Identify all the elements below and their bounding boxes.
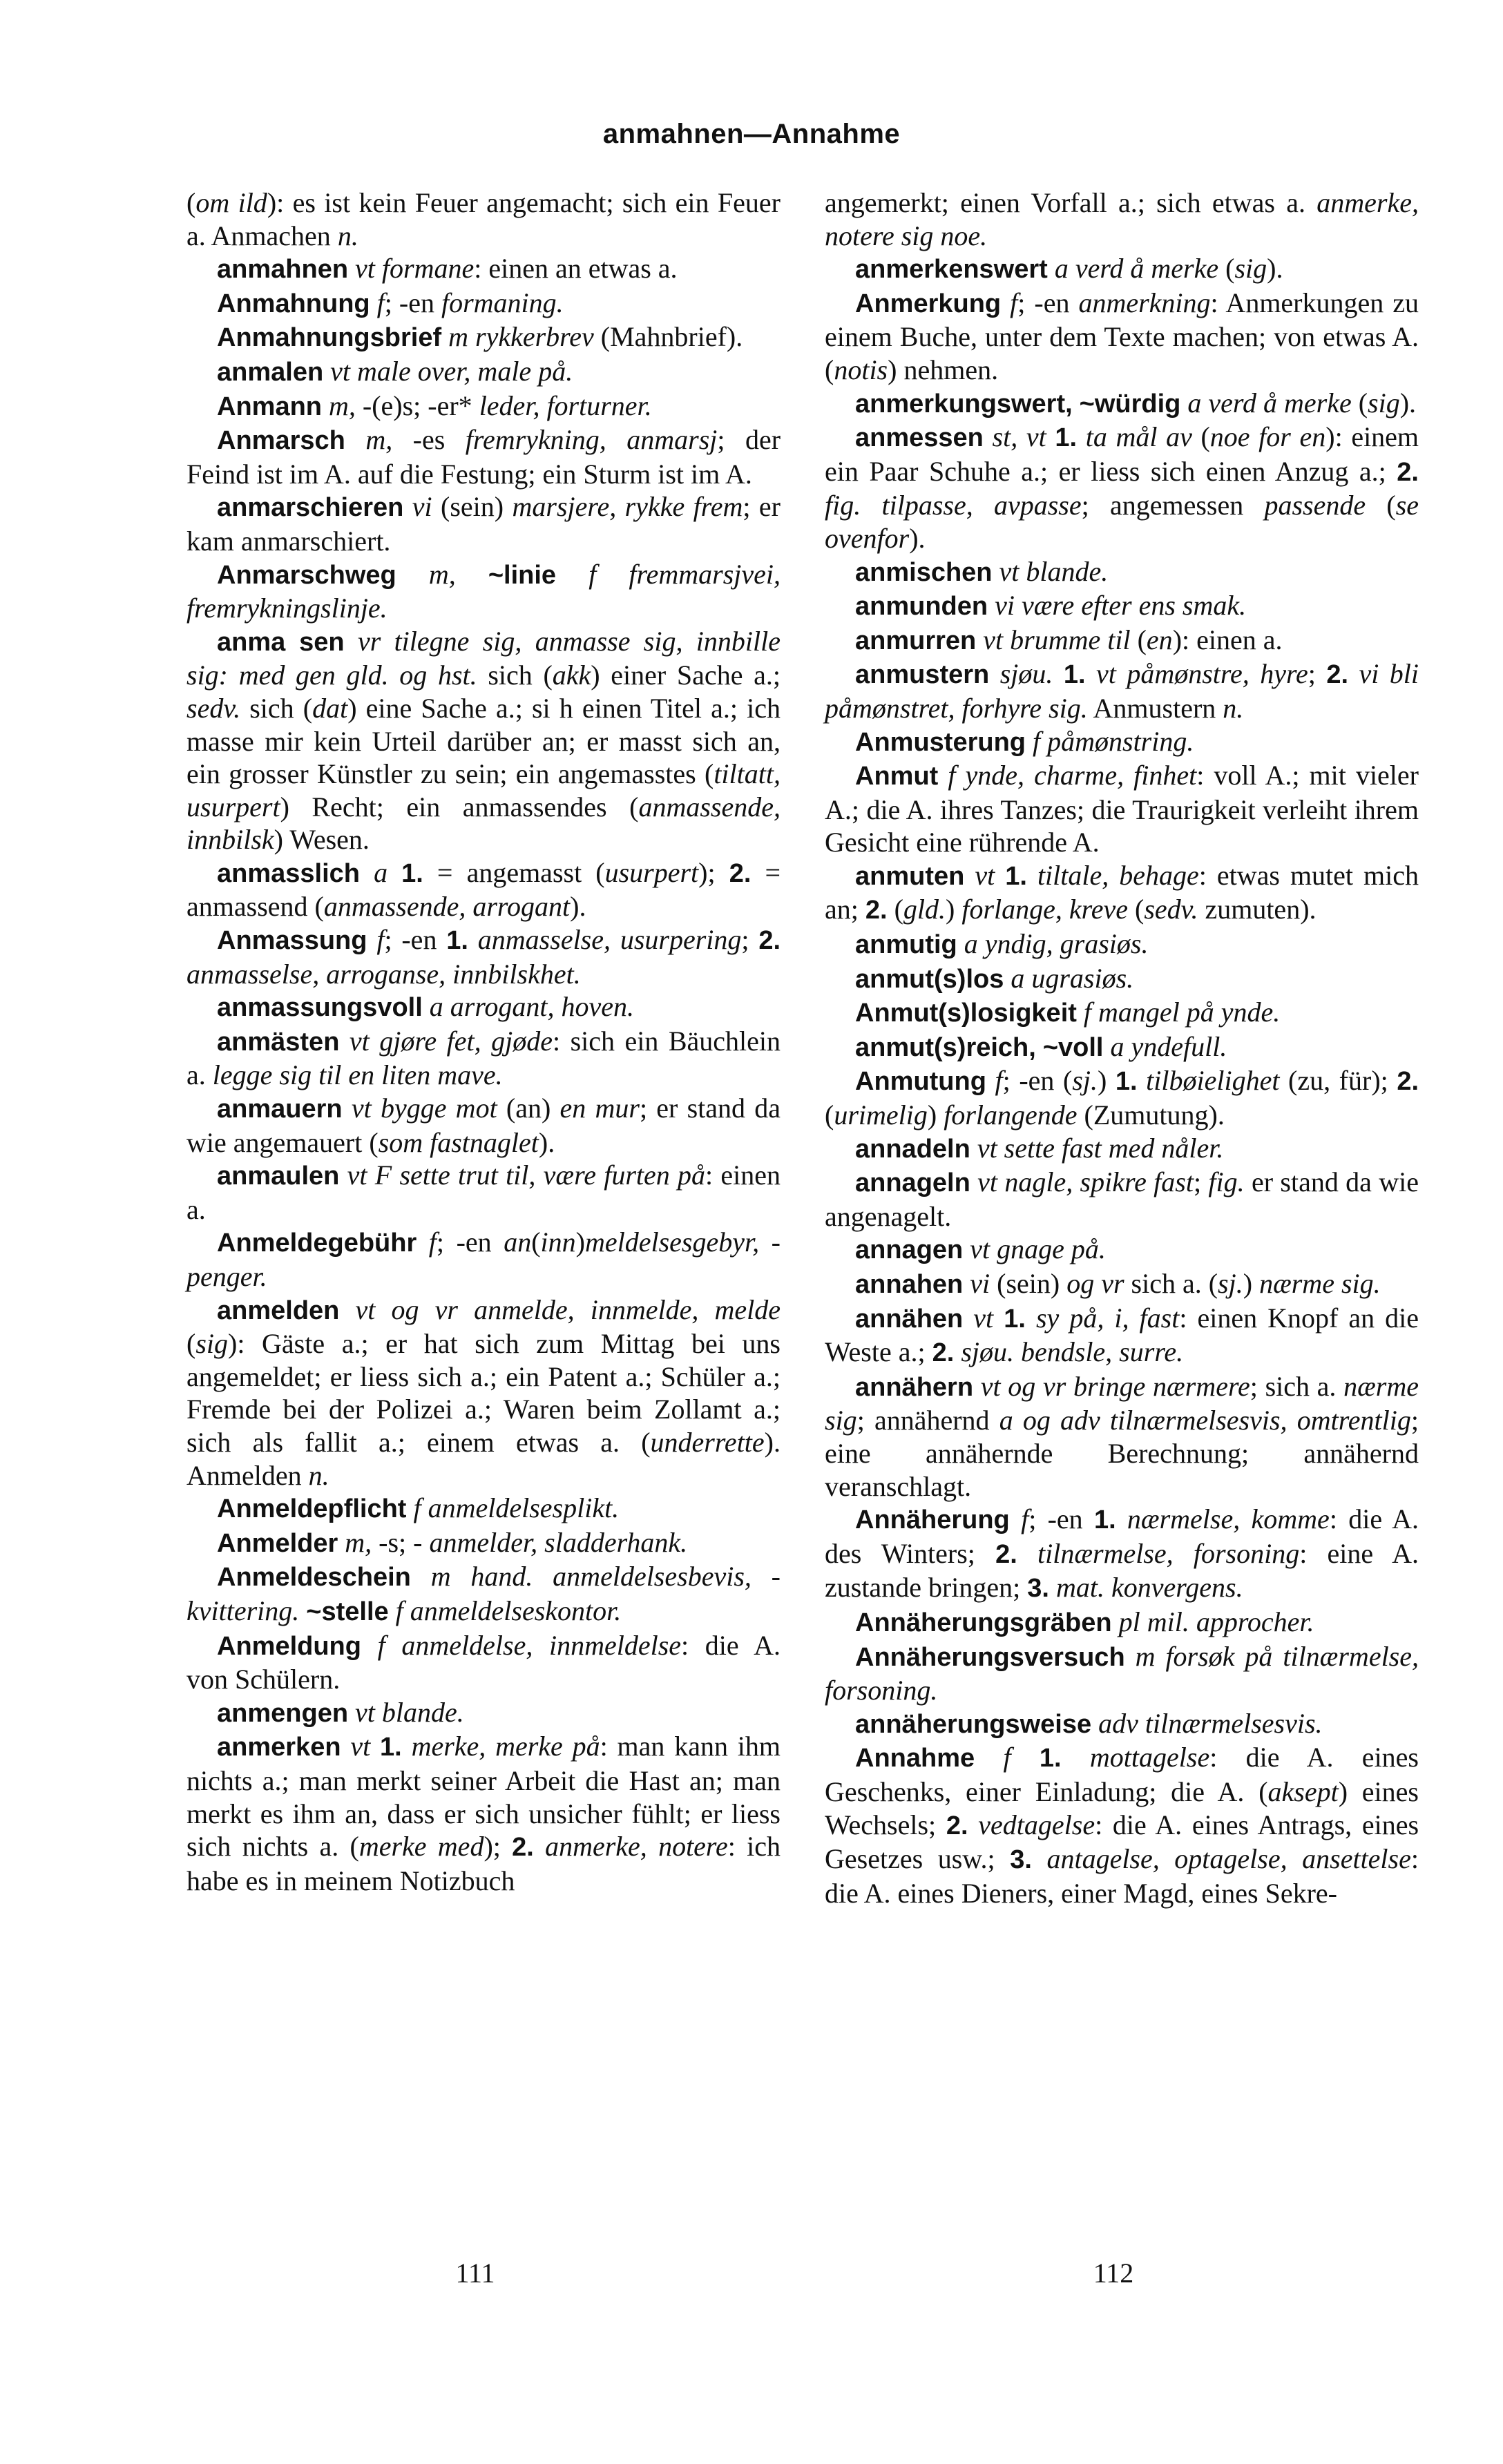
dictionary-entry: anmut(s)reich, ~voll a yndefull. — [855, 1030, 1227, 1062]
dictionary-entry: Anmarsch m, -es fremrykning, anmarsj; der Feind ist im A. auf die Festung; ein Sturm ist im A. — [186, 424, 781, 490]
dictionary-entry: Anmerkung f; -en anmerkning: Anmerkungen zu einem Buche, unter dem Texte machen; von etwas A. (notis) nehmen. — [825, 287, 1419, 385]
dictionary-entry: anmaulen vt F sette trut til, være furten på: einen a. — [186, 1159, 781, 1225]
dictionary-entry: anmurren vt brumme til (en): einen a. — [855, 624, 1283, 655]
dictionary-entry: anmessen st, vt 1. ta mål av (noe for en): einem ein Paar Schuhe a.; er liess sich einen Anzug a.; 2. fig. tilpasse, avpasse; angemessen passende (se ovenfor). — [825, 421, 1419, 554]
dictionary-entry: Anmeldeschein m hand. anmeldelsesbevis, -kvittering. ~stelle f anmeldelseskontor. — [186, 1561, 781, 1626]
dictionary-entry: anmauern vt bygge mot (an) en mur; er stand da wie angemauert (som fastnaglet). — [186, 1093, 781, 1158]
dictionary-entry: annahen vi (sein) og vr sich a. (sj.) nærme sig. — [855, 1268, 1381, 1299]
left-column — [186, 186, 781, 1897]
dictionary-entry: annähern vt og vr bringe nærmere; sich a. nærme sig; annähernd a og adv tilnærmelsesvis, omtrentlig; eine annähernde Berechnung; annähernd veranschlagt. — [825, 1370, 1419, 1502]
running-head: anmahnen—Annahme — [602, 119, 901, 149]
dictionary-entry: anmuten vt 1. tiltale, behage: etwas mutet mich an; 2. (gld.) forlange, kreve (sedv. zumuten). — [825, 859, 1419, 925]
dictionary-entry: Anmelder m, -s; - anmelder, sladderhank. — [217, 1526, 688, 1558]
dictionary-entry: Anmeldegebühr f; -en an(inn)meldelsesgebyr, -penger. — [186, 1226, 781, 1292]
dictionary-entry: anmelden vt og vr anmelde, innmelde, melde (sig): Gäste a.; er hat sich zum Mittag bei uns angemeldet; er liess sich a.; ein Patent a.; Schüler a.; Fremde bei der Polizei a.; Waren beim Zollamt a.; sich als fallit a.; einem etwas a. (underrette). Anmelden n. — [186, 1293, 781, 1491]
dictionary-entry: anmasslich a 1. = angemasst (usurpert); 2. = anmassend (anmassende, arrogant). — [186, 856, 781, 923]
dictionary-entry: Anmusterung f påmønstring. — [855, 725, 1194, 757]
dictionary-entry: (om ild): es ist kein Feuer angemacht; sich ein Feuer a. Anmachen n. — [186, 187, 781, 251]
dictionary-entry: Anmutung f; -en (sj.) 1. tilbøielighet (zu, für); 2. (urimelig) forlangende (Zumutung). — [825, 1065, 1419, 1131]
dictionary-entry: anmengen vt blande. — [217, 1696, 464, 1728]
dictionary-entry: Anmeldung f anmeldelse, innmeldelse: die A. von Schülern. — [186, 1629, 781, 1695]
dictionary-entry: anma sen vr tilegne sig, anmasse sig, innbille sig: med gen gld. og hst. sich (akk) einer Sache a.; sedv. sich (dat) eine Sache a.; si h einen Titel a.; ich masse mir kein Urteil darüber an; er masst sich an, ein grosser Künstler zu sein; ein angemasstes (tiltatt, usurpert) Recht; ein anmassendes (anmassende, innbilsk) Wesen. — [186, 625, 781, 856]
dictionary-entry: Anmassung f; -en 1. anmasselse, usurpering; 2. anmasselse, arroganse, innbilskhet. — [186, 924, 781, 990]
dictionary-entry: anmerkenswert a verd å merke (sig). — [855, 253, 1283, 285]
dictionary-entry: anmut(s)los a ugrasiøs. — [855, 962, 1134, 994]
dictionary-entry: Anmut f ynde, charme, finhet: voll A.; mit vieler A.; die A. ihres Tanzes; die Traurigkeit verleiht ihrem Gesicht eine rührende A. — [825, 760, 1419, 858]
dictionary-entry: anmischen vt blande. — [855, 555, 1109, 587]
dictionary-entry: anmarschieren vi (sein) marsjere, rykke frem; er kam anmarschiert. — [186, 491, 781, 557]
dictionary-entry: Anmut(s)losigkeit f mangel på ynde. — [855, 997, 1281, 1028]
dictionary-entry: anmerken vt 1. merke, merke på: man kann ihm nichts a.; man merkt seiner Arbeit die Hast an; man merkt es ihm an, dass er sich unsicher fühlt; er liess sich nichts a. (merke med); 2. anmerke, notere: ich habe es in meinem Notizbuch — [186, 1731, 781, 1896]
dictionary-entry: anmahnen vt formane: einen an etwas a. — [217, 253, 678, 285]
dictionary-entry: anmutig a yndig, grasiøs. — [855, 928, 1149, 960]
dictionary-entry: Anmahnungsbrief m rykkerbrev (Mahnbrief). — [217, 321, 743, 353]
dictionary-entry: Annäherungsversuch m forsøk på tilnærmelse, forsoning. — [825, 1640, 1419, 1706]
dictionary-entry: Annäherungsgräben pl mil. approcher. — [855, 1606, 1314, 1637]
dictionary-entry: anmassungsvoll a arrogant, hoven. — [217, 991, 635, 1023]
dictionary-entry: annadeln vt sette fast med nåler. — [855, 1132, 1224, 1164]
dictionary-entry: anmunden vi være efter ens smak. — [855, 590, 1247, 622]
dictionary-entry: annäherungsweise adv tilnærmelsesvis. — [855, 1707, 1323, 1739]
dictionary-entry: angemerkt; einen Vorfall a.; sich etwas a. anmerke, notere sig noe. — [825, 187, 1419, 251]
dictionary-entry: annagen vt gnage på. — [855, 1233, 1106, 1265]
dictionary-entry: anmalen vt male over, male på. — [217, 355, 573, 387]
dictionary-entry: Annäherung f; -en 1. nærmelse, komme: die A. des Winters; 2. tilnærmelse, forsoning: eine A. zustande bringen; 3. mat. konvergens. — [825, 1503, 1419, 1604]
dictionary-entry: annähen vt 1. sy på, i, fast: einen Knopf an die Weste a.; 2. sjøu. bendsle, surre. — [825, 1302, 1419, 1368]
dictionary-entry: Annahme f 1. mottagelse: die A. eines Geschenks, einer Einladung; die A. (aksept) eines Wechsels; 2. vedtagelse: die A. eines Antrags, eines Gesetzes usw.; 3. antagelse, optagelse, ansettelse: die A. eines Dieners, einer Magd, eines Sekre- — [825, 1742, 1419, 1909]
dictionary-entry: Anmarschweg m, ~linie f fremmarsjvei, fremrykningslinje. — [186, 558, 781, 624]
page-number-left: 111 — [455, 2258, 495, 2289]
dictionary-entry: annageln vt nagle, spikre fast; fig. er stand da wie angenagelt. — [825, 1166, 1419, 1232]
dictionary-entry: Anmann m, -(e)s; -er* leder, forturner. — [217, 389, 652, 421]
dictionary-entry: Anmeldepflicht f anmeldelsesplikt. — [217, 1492, 620, 1524]
dictionary-entry: anmästen vt gjøre fet, gjøde: sich ein Bäuchlein a. legge sig til en liten mave. — [186, 1025, 781, 1091]
dictionary-entry: Anmahnung f; -en formaning. — [217, 287, 564, 318]
page-number-right: 112 — [1093, 2258, 1134, 2289]
dictionary-entry: anmerkungswert, ~würdig a verd å merke (sig). — [855, 387, 1417, 418]
right-column — [825, 186, 1419, 1909]
dictionary-entry: anmustern sjøu. 1. vt påmønstre, hyre; 2. vi bli påmønstret, forhyre sig. Anmustern n. — [825, 658, 1419, 724]
